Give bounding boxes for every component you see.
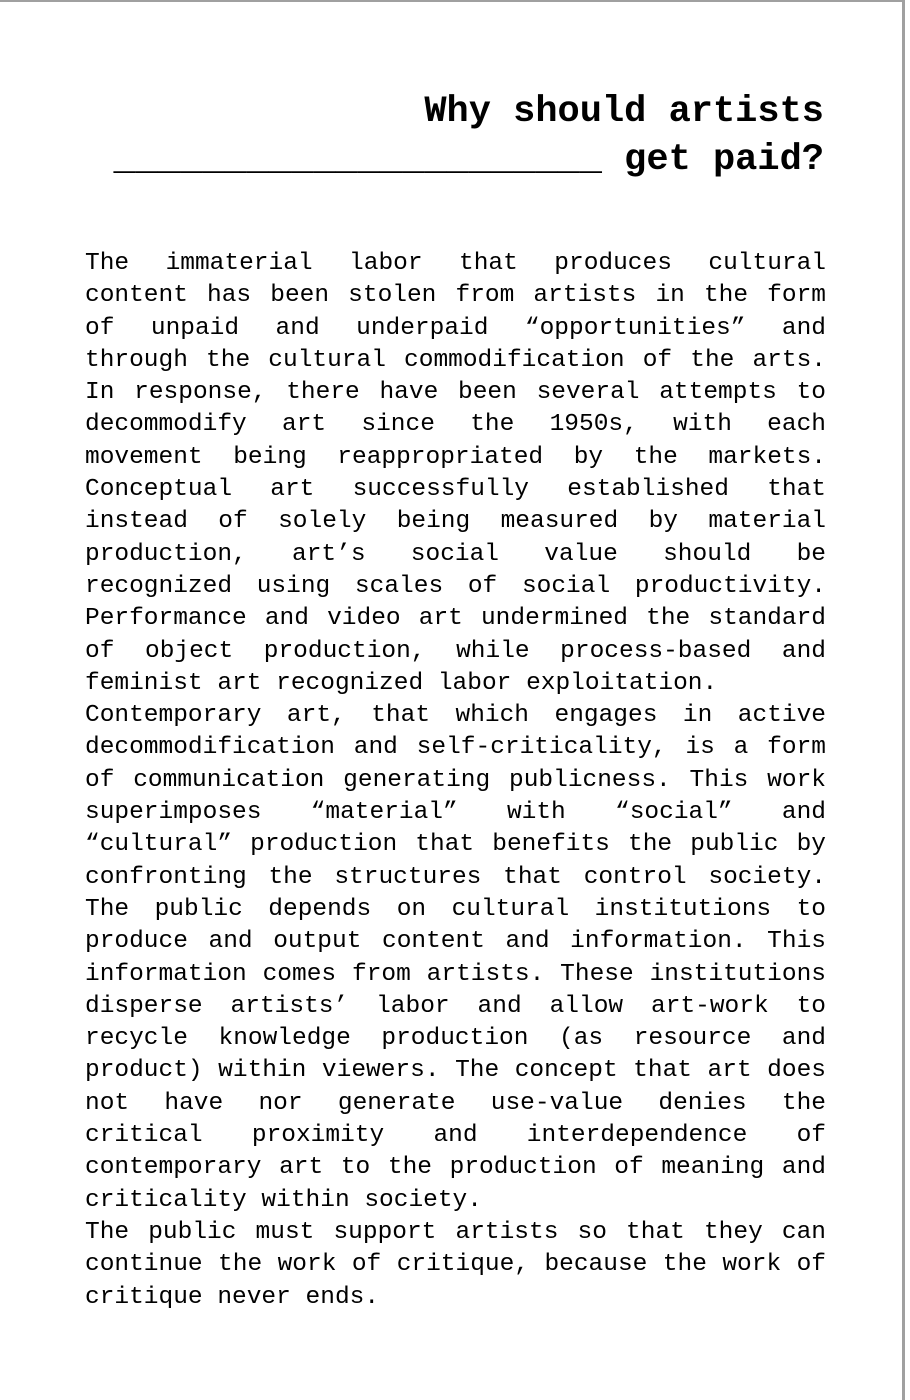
body-line: confronting the structures that control society. xyxy=(85,863,826,891)
body-line: Performance and video art undermined the standard xyxy=(85,605,826,633)
body-line: The public depends on cultural institutions to xyxy=(85,895,826,923)
body-line: decommodify art since the 1950s, with each xyxy=(85,411,826,439)
body-line: The immaterial labor that produces cultural xyxy=(85,250,826,277)
body-line: feminist art recognized labor exploitation. xyxy=(85,669,718,697)
body-line: Conceptual art successfully established that xyxy=(85,476,826,504)
body-line: information comes from artists. These institutions xyxy=(85,960,826,988)
body-line: through the cultural commodification of the arts. xyxy=(85,346,826,374)
title-line-2: ______________________ get paid? xyxy=(113,139,824,181)
body-line: contemporary art to the production of meaning and xyxy=(85,1154,826,1182)
body-line: critique never ends. xyxy=(85,1283,380,1311)
body-line: of object production, while process-based and xyxy=(85,637,826,665)
body-line: “cultural” production that benefits the public by xyxy=(85,831,826,859)
body-line: The public must support artists so that they can xyxy=(85,1218,826,1246)
body-line: In response, there have been several attempts to xyxy=(85,379,826,407)
body-line: recognized using scales of social productivity. xyxy=(85,572,826,600)
body-line: of unpaid and underpaid “opportunities” and xyxy=(85,314,826,342)
page-title xyxy=(113,88,824,184)
body-line: instead of solely being measured by material xyxy=(85,508,826,536)
title-line-1: Why should artists xyxy=(424,91,824,133)
body-line: production, art’s social value should be xyxy=(85,540,826,568)
body-line: produce and output content and information. This xyxy=(85,928,826,956)
body-line: recycle knowledge production (as resource and xyxy=(85,1025,826,1053)
body-line: superimposes “material” with “social” and xyxy=(85,799,826,827)
body-line: critical proximity and interdependence of xyxy=(85,1122,826,1150)
body-line: movement being reappropriated by the markets. xyxy=(85,443,826,471)
body-line: not have nor generate use-value denies the xyxy=(85,1089,826,1117)
body-line: decommodification and self-criticality, is a form xyxy=(85,734,826,762)
body-line: of communication generating publicness. This work xyxy=(85,766,826,794)
body-line: product) within viewers. The concept that art does xyxy=(85,1057,826,1085)
body-line: continue the work of critique, because the work of xyxy=(85,1251,826,1279)
body-line: content has been stolen from artists in the form xyxy=(85,282,826,310)
body-line: criticality within society. xyxy=(85,1186,482,1214)
body-line: disperse artists’ labor and allow art-work to xyxy=(85,992,826,1020)
body-text xyxy=(85,248,826,1314)
body-line: Contemporary art, that which engages in active xyxy=(85,702,826,730)
